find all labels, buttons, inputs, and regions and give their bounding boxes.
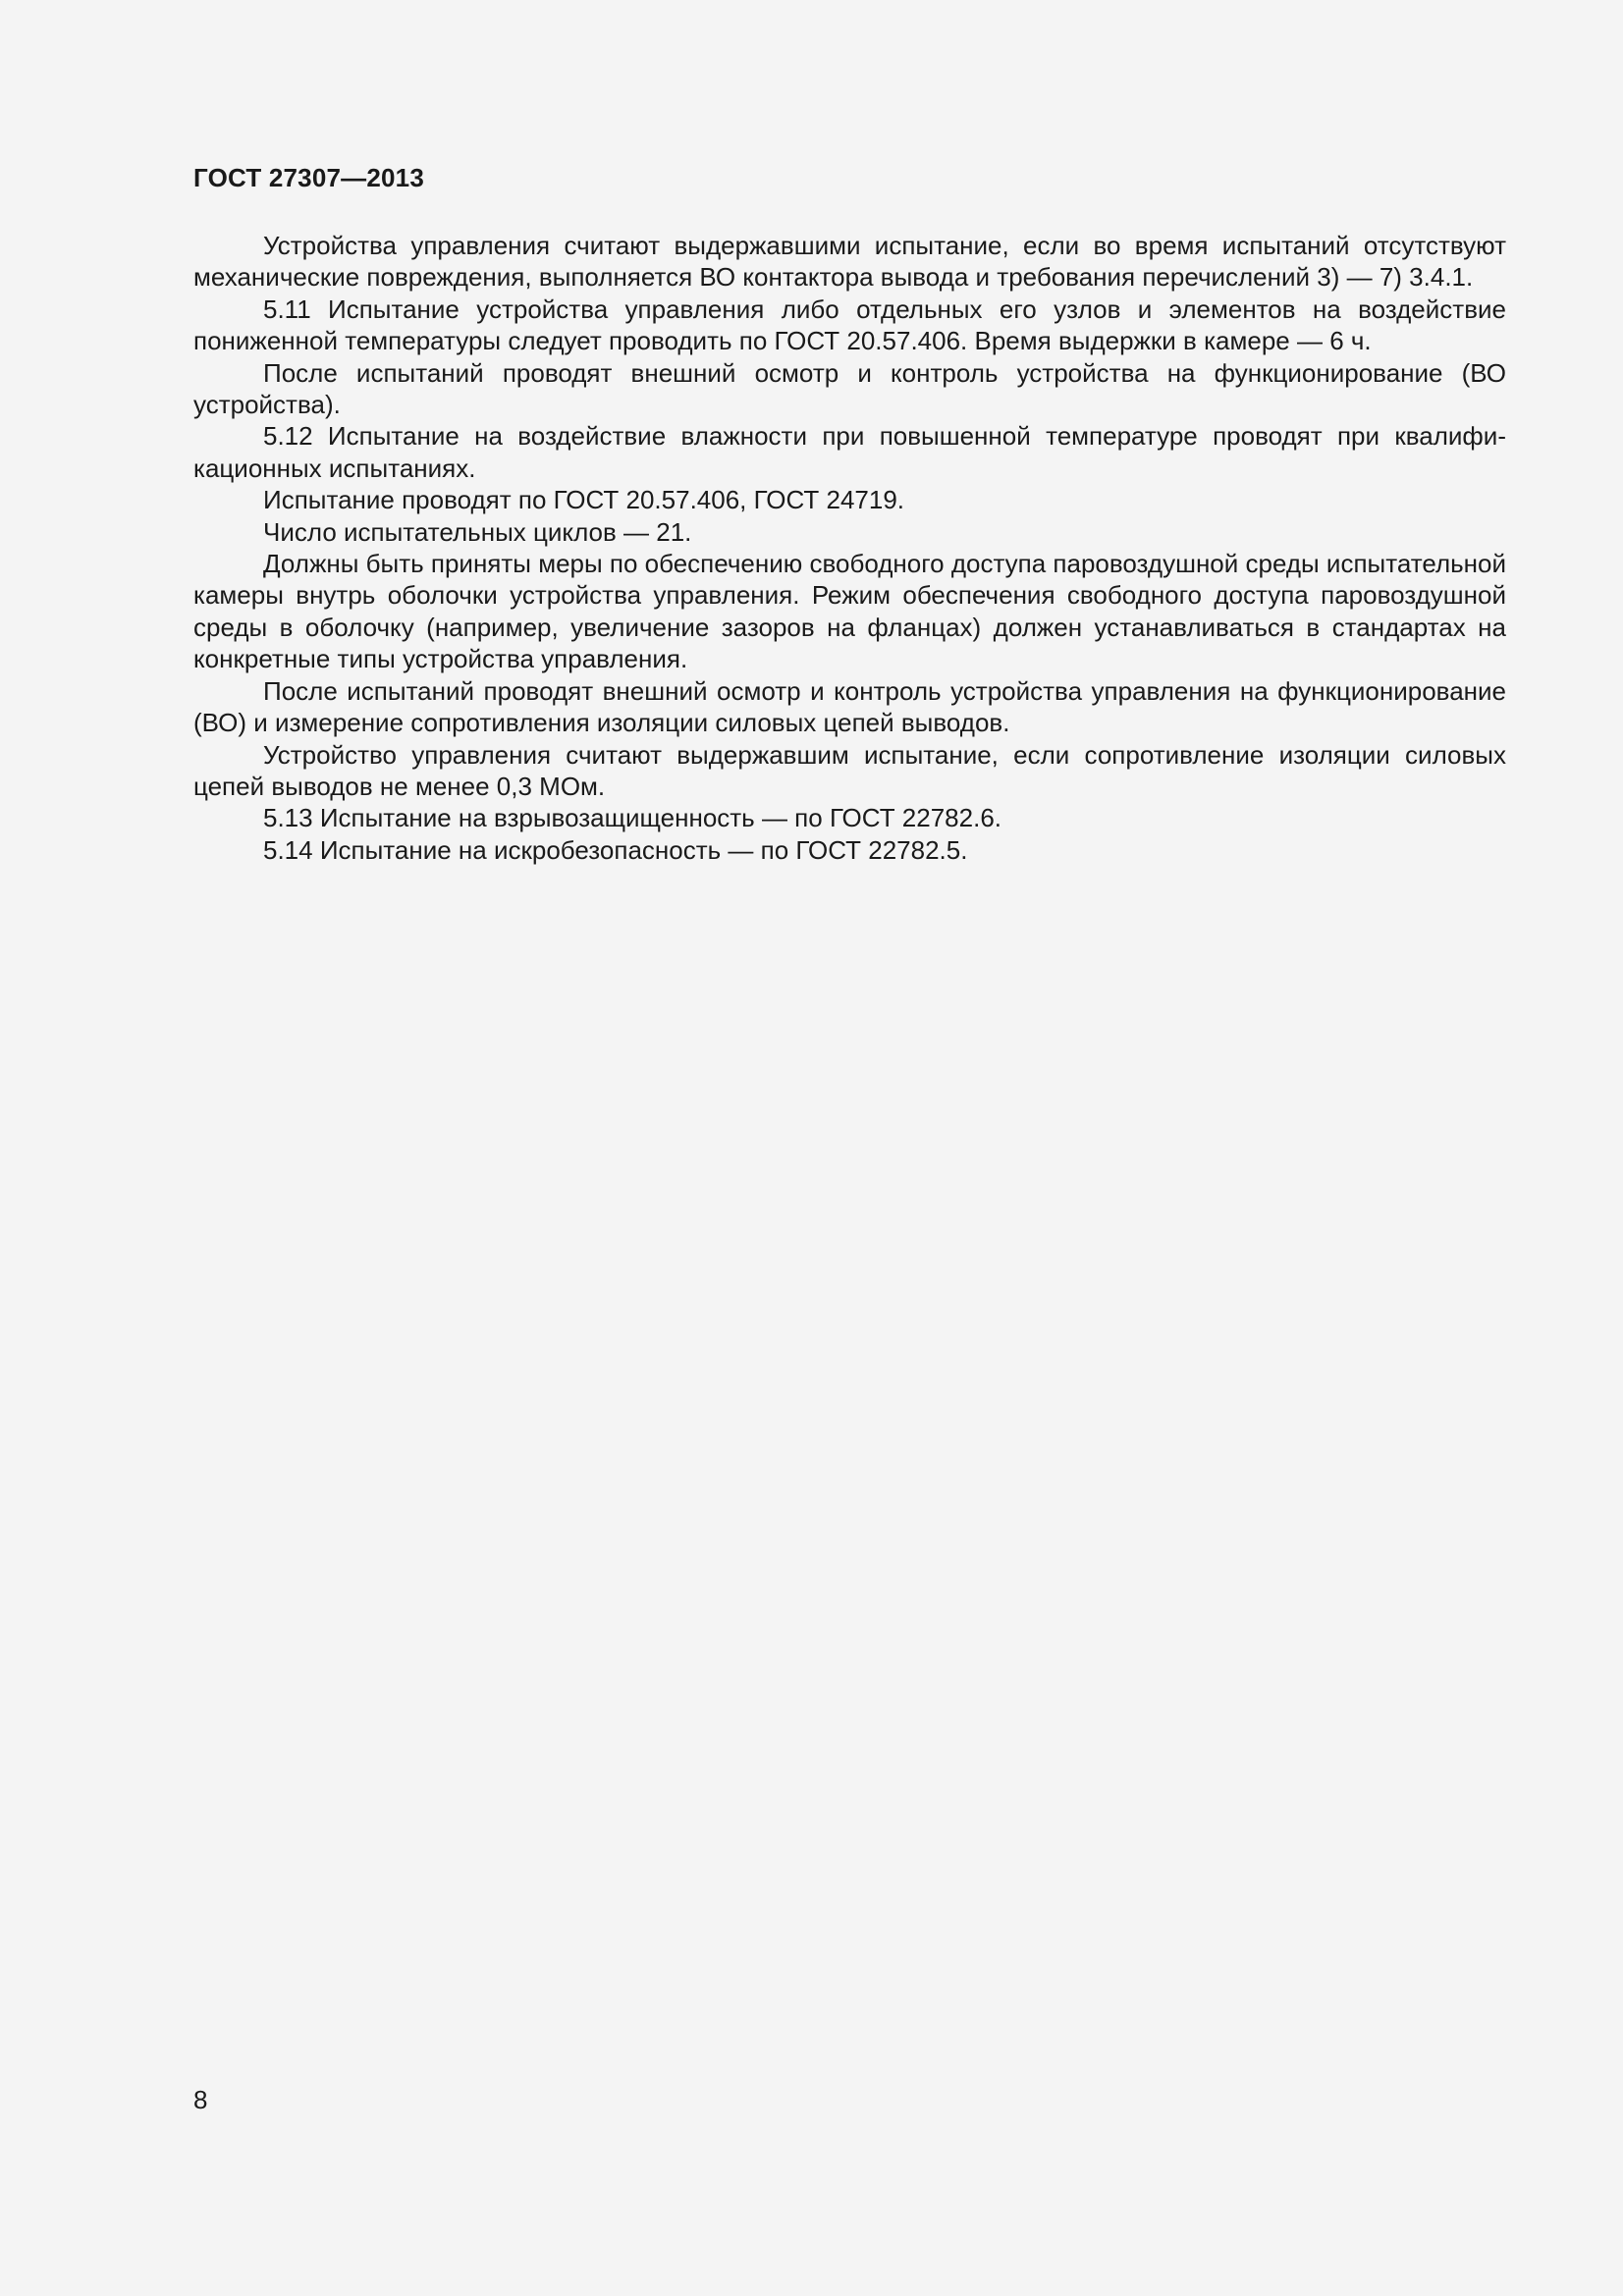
- paragraph-cycle-count: Число испытательных циклов — 21.: [263, 516, 692, 547]
- document-body: [193, 230, 1506, 866]
- paragraph-inspection-after-cold: После испытаний проводят внешний осмотр и контроль устройства на функционирование (ВО устройства).: [193, 357, 1506, 420]
- paragraph-insulation-criteria: Устройство управления считают выдержавшим испытание, если сопротивление изоляции силовых цепей выводов не менее 0,3 МОм.: [193, 739, 1506, 801]
- paragraph-vapor-access: Должны быть приняты меры по обеспечению свободного доступа паровоздушной среды испытательной камеры внутрь оболочки устройства управления. Режим обеспечения свободного доступа паровоздушной среды в оболочку (например, увеличение зазоров на фланцах) должен устанавливаться в стандартах на конкретные типы устройства управления.: [193, 549, 1507, 674]
- paragraph-5-12: 5.12 Испытание на воздействие влажности при повышенной температуре проводят при квалификационных испытаниях.: [193, 421, 1506, 483]
- paragraph-inspection-after-humidity: После испытаний проводят внешний осмотр и контроль устройства управления на функционирование (ВО) и измерение сопротивления изоляции силовых цепей выводов.: [193, 675, 1506, 738]
- paragraph-5-13: 5.13 Испытание на взрывозащищенность — по ГОСТ 22782.6.: [263, 803, 1002, 833]
- page-number: 8: [193, 2085, 208, 2114]
- document-code-header: ГОСТ 27307—2013: [193, 163, 424, 192]
- paragraph-acceptance-criteria: Устройства управления считают выдержавшими испытание, если во время испытаний отсутствуют механические повреждения, выполняется ВО контактора вывода и требования перечислений 3) — 7) 3.4.1.: [193, 231, 1506, 293]
- paragraph-5-14: 5.14 Испытание на искробезопасность — по ГОСТ 22782.5.: [263, 834, 968, 865]
- paragraph-test-standards: Испытание проводят по ГОСТ 20.57.406, ГОСТ 24719.: [263, 485, 905, 515]
- paragraph-5-11: 5.11 Испытание устройства управления либо отдельных его узлов и элементов на воздействие пониженной температуры следует проводить по ГОСТ 20.57.406. Время выдержки в камере — 6 ч.: [193, 294, 1506, 356]
